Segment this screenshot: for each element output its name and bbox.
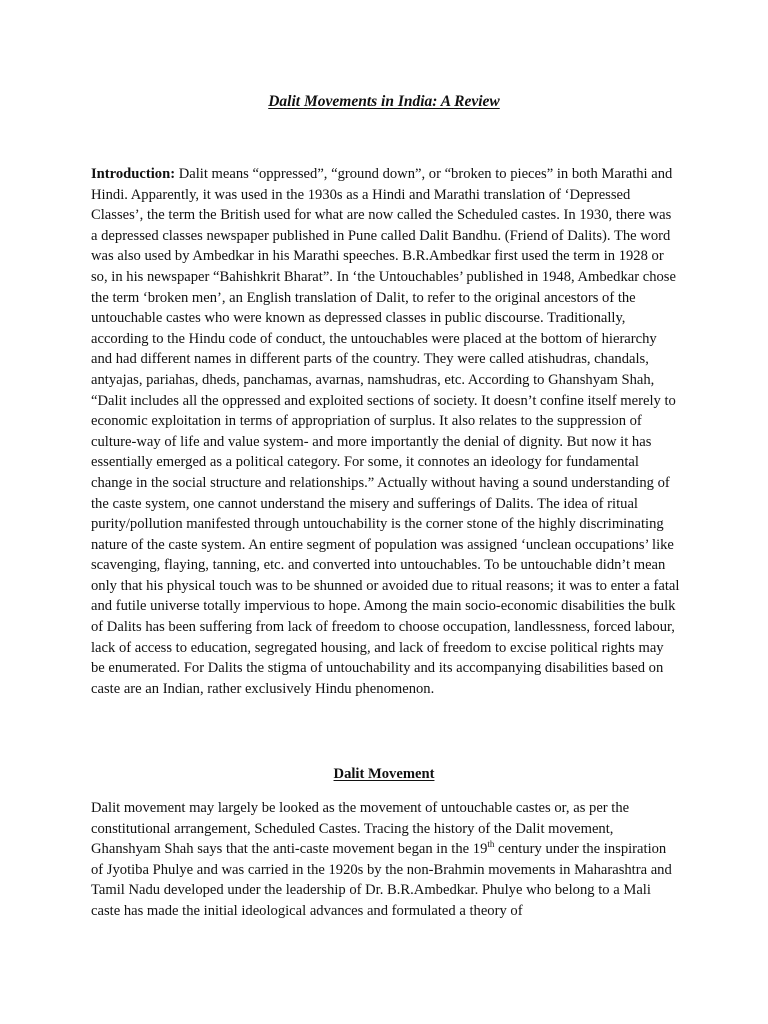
introduction-label: Introduction: [91, 166, 176, 182]
introduction-text: Dalit means “oppressed”, “ground down”, or “broken to pieces” in both Marathi and Hindi. Apparently, it was used in the 1930s as a Hindi and Marathi translation of ‘Depressed Classes’, the term the British used for what are now called the Scheduled castes. In 1930, there was a depressed classes newspaper published in Pune called Dalit Bandhu. (Friend of Dalits). The word was also used by Ambedkar in his Marathi speeches. B.R.Ambedkar first used the term in 1928 or so, in his newspaper “Bahishkrit Bharat”. In ‘the Untouchables’ published in 1948, Ambedkar chose the term ‘broken men’, an English translation of Dalit, to refer to the original ancestors of the untouchable castes who were known as depressed classes in public discourse. Traditionally, according to the Hindu code of conduct, the untouchables were placed at the bottom of hierarchy and had different names in different parts of the country. They were called atishudras, chandals, antyajas, pariahas, dheds, panchamas, avarnas, namshudras, etc. According to Ghanshyam Shah, “Dalit includes all the oppressed and exploited sections of society. It doesn’t confine itself merely to economic exploitation in terms of appropriation of surplus. It also relates to the suppression of culture-way of life and value system- and more importantly the denial of dignity. But now it has essentially emerged as a political category. For some, it connotes an ideology for fundamental change in the social structure and relationships.” Actually without having a sound understanding of the caste system, one cannot understand the misery and sufferings of Dalits. The idea of ritual purity/pollution manifested through untouchability is the corner stone of the highly discriminating nature of the caste system. An entire segment of population was assigned ‘unclean occupations’ like scavenging, flaying, tanning, etc. and converted into untouchables. To be untouchable didn’t mean only that his physical touch was to be shunned or avoided due to ritual reasons; it was to enter a fatal and futile universe totally impervious to hope. Among the main socio-economic disabilities the bulk of Dalits has been suffering from lack of freedom to choose occupation, landlessness, forced labour, lack of access to education, segregated housing, and lack of freedom to excise political rights may be enumerated. For Dalits the stigma of untouchability and its accompanying disabilities based on caste are an Indian, rather exclusively Hindu phenomenon. [91, 166, 680, 697]
section-heading-dalit-movement: Dalit Movement [333, 766, 435, 782]
superscript-th: th [487, 839, 495, 850]
dalit-movement-paragraph [91, 798, 681, 922]
dalit-movement-text-start: Dalit movement may largely be looked as the movement of untouchable castes or, as per the constitutional arrangement, Scheduled Castes. Tracing the history of the Dalit movement, Ghanshyam Shah says that the anti-caste movement began in the 19 [91, 800, 630, 858]
dalit-movement-text-end: century under the inspiration of Jyotiba Phulye and was carried in the 1920s by the non-Brahmin movements in Maharashtra and Tamil Nadu developed under the leadership of Dr. B.R.Ambedkar. Phulye who belong to a Mali caste has made the initial ideological advances and formulated a theory of [91, 841, 672, 919]
document-title: Dalit Movements in India: A Review [268, 93, 500, 110]
introduction-paragraph [91, 164, 681, 699]
